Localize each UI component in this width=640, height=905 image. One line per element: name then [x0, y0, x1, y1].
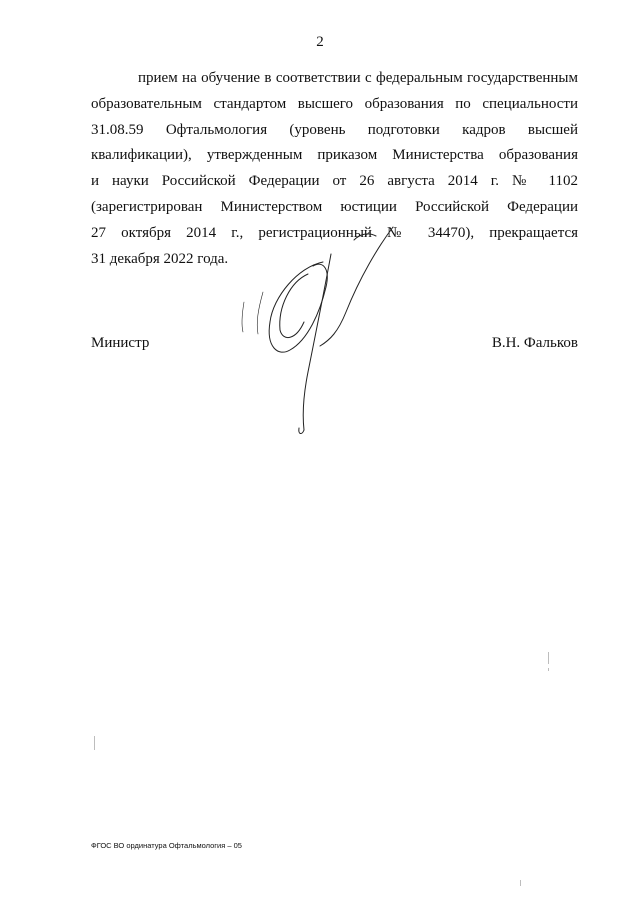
body-line-2: образовательным стандартом высшего образования по специальности — [91, 95, 578, 112]
body-line-8: 31 декабря 2022 года. — [91, 250, 229, 267]
body-line-6: (зарегистрирован Министерством юстиции Российской Федерации — [91, 198, 578, 215]
body-line-5: и науки Российской Федерации от 26 августа 2014 г. № 1102 — [91, 173, 578, 190]
handwritten-signature — [228, 222, 418, 442]
body-line-7: 27 октября 2014 г., регистрационный № 34470), прекращается — [91, 224, 578, 241]
scan-speck — [520, 880, 521, 886]
page-number: 2 — [316, 34, 324, 50]
body-line-1: прием на обучение в соответствии с федеральным государственным — [138, 70, 578, 86]
body-line-3: 31.08.59 Офтальмология (уровень подготовки кадров высшей — [91, 121, 578, 138]
signatory-title: Министр — [91, 335, 150, 351]
body-line-4: квалификации), утвержденным приказом Министерства образования — [91, 147, 578, 164]
scan-speck — [548, 668, 549, 671]
scan-speck — [548, 652, 549, 664]
scan-speck — [94, 736, 95, 750]
signatory-name: В.Н. Фальков — [491, 335, 578, 351]
footer-note: ФГОС ВО ординатура Офтальмология – 05 — [91, 841, 242, 850]
